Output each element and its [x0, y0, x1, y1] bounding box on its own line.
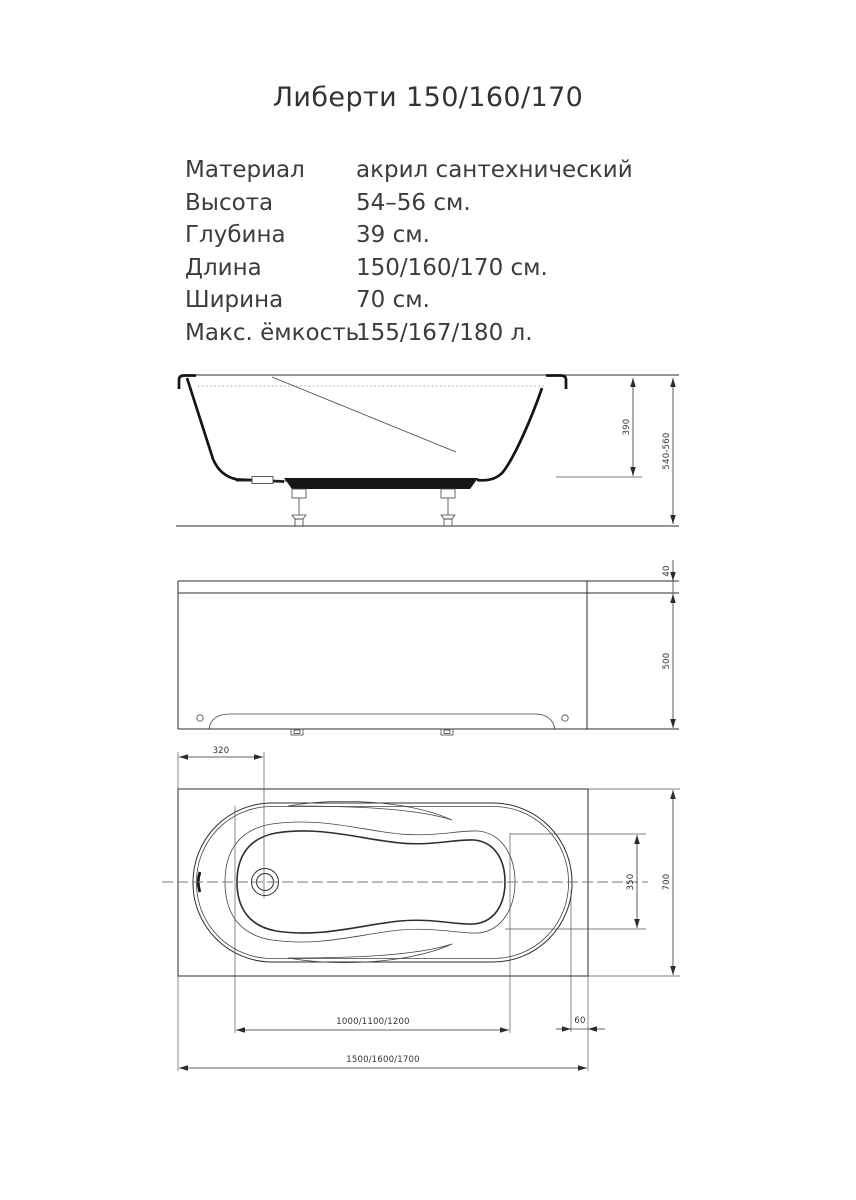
page-title: Либерти 150/160/170: [272, 82, 584, 113]
spec-label: Длина: [185, 254, 262, 281]
armrest-line-top: [288, 801, 452, 820]
dim-depth-390-label: 390: [622, 418, 632, 436]
spec-label: Ширина: [185, 287, 284, 313]
tub-outer-rectangle: [178, 789, 588, 976]
dim-rim-height-label: 40: [662, 565, 672, 577]
tub-leg-right: [441, 489, 455, 526]
spec-label: Макс. ёмкость: [185, 319, 360, 346]
dim-drain-offset-label: 320: [212, 746, 230, 756]
dim-width-label: 700: [662, 873, 672, 891]
dim-rim-edge-label: 60: [574, 1016, 586, 1026]
spec-label: Высота: [185, 189, 274, 216]
dim-total-height-label: 540-560: [662, 432, 672, 470]
spec-value: 70 см.: [356, 287, 430, 313]
spec-label: Глубина: [185, 222, 286, 248]
dim-bottom-length-label: 1000/1100/1200: [336, 1017, 410, 1027]
tub-leg-left: [292, 489, 306, 526]
spec-value: 54–56 см.: [356, 189, 471, 216]
tub-rim-inner: [197, 807, 569, 959]
front-view-drawing: [178, 560, 679, 735]
armrest-line-bottom: [288, 944, 452, 963]
spec-value: 39 см.: [356, 222, 430, 248]
tub-right-rim-hook: [546, 376, 566, 390]
tub-base-plate: [284, 478, 478, 489]
armrest-line-top2: [288, 806, 452, 820]
tub-left-wall: [187, 378, 284, 482]
tub-right-wall: [477, 388, 542, 480]
side-view-drawing: [176, 375, 679, 526]
spec-label: Материал: [185, 157, 305, 183]
overflow-fitting: [252, 477, 273, 484]
apron-cutout: [209, 714, 555, 729]
panel-fixing-hole-right: [562, 715, 568, 721]
dim-length-label: 1500/1600/1700: [346, 1055, 420, 1065]
top-view-drawing: [162, 746, 680, 1071]
spec-value: акрил сантехнический: [356, 157, 633, 183]
panel-fixing-hole-left: [197, 715, 203, 721]
armrest-line-bottom2: [288, 944, 452, 958]
dim-panel-height-label: 500: [662, 652, 672, 670]
spec-value: 150/160/170 см.: [356, 254, 548, 281]
panel-foot-left: [291, 729, 303, 735]
spec-value: 155/167/180 л.: [356, 319, 533, 346]
panel-foot-right: [441, 729, 453, 735]
dim-foot-width-label: 350: [626, 873, 636, 891]
